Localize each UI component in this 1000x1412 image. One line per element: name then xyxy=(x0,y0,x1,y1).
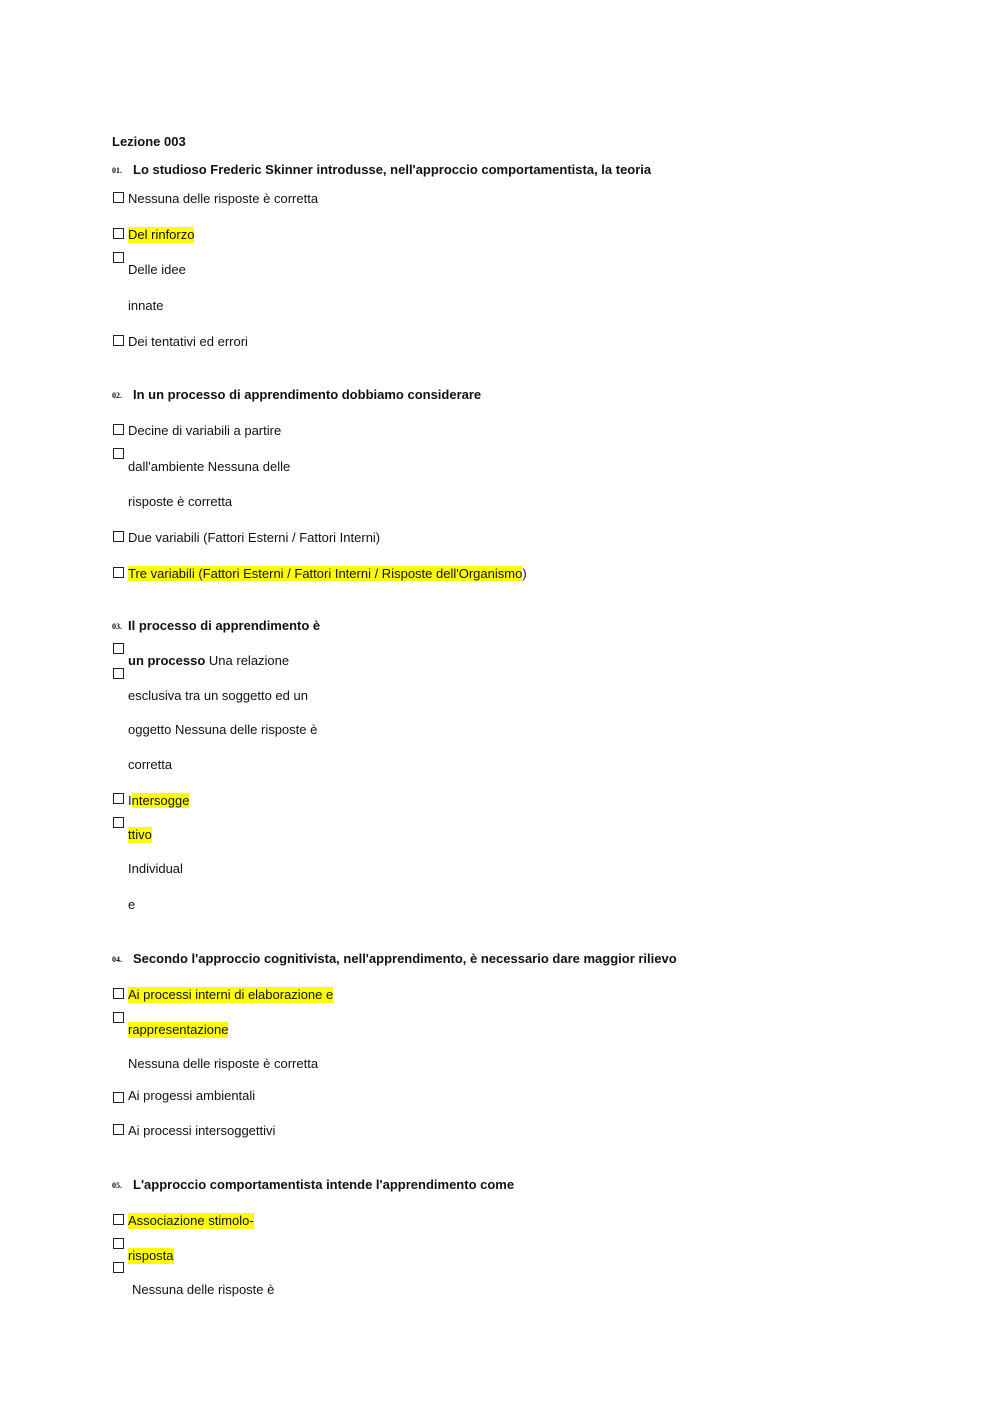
answer-checkbox[interactable] xyxy=(113,1214,124,1225)
answer-checkbox[interactable] xyxy=(113,1092,124,1103)
answer-text: Individual xyxy=(128,861,183,876)
answer-text xyxy=(128,566,527,582)
highlighted-answer-text: rappresentazione xyxy=(128,1022,229,1037)
question-text: In un processo di apprendimento dobbiamo considerare xyxy=(133,387,482,402)
question-number: 04. xyxy=(112,955,122,964)
highlighted-answer-text: Ai processi interni di elaborazione e xyxy=(128,987,334,1002)
answer-text: innate xyxy=(128,298,164,313)
answer-checkbox[interactable] xyxy=(113,817,124,828)
answer-checkbox[interactable] xyxy=(113,1238,124,1249)
answer-text: Ai progessi ambientali xyxy=(128,1088,256,1103)
question-number: 01. xyxy=(112,166,122,175)
answer-text: dall'ambiente Nessuna delle xyxy=(128,459,291,474)
answer-checkbox[interactable] xyxy=(113,1012,124,1023)
answer-text: oggetto Nessuna delle risposte è xyxy=(128,722,318,737)
answer-text: esclusiva tra un soggetto ed un xyxy=(128,688,308,703)
answer-text-bold: un processo xyxy=(128,653,206,668)
answer-checkbox[interactable] xyxy=(113,424,124,435)
answer-text xyxy=(128,793,189,809)
answer-text: Decine di variabili a partire xyxy=(128,423,282,438)
question-text: Il processo di apprendimento è xyxy=(128,618,321,633)
page-title: Lezione 003 xyxy=(112,134,186,149)
answer-text: corretta xyxy=(128,757,173,772)
highlighted-answer-text: Associazione stimolo- xyxy=(128,1213,254,1228)
answer-checkbox[interactable] xyxy=(113,643,124,654)
answer-checkbox[interactable] xyxy=(113,448,124,459)
answer-checkbox[interactable] xyxy=(113,1124,124,1135)
answer-checkbox[interactable] xyxy=(113,335,124,346)
answer-text: Dei tentativi ed errori xyxy=(128,334,248,349)
answer-text: Delle idee xyxy=(128,262,186,277)
answer-checkbox[interactable] xyxy=(113,567,124,578)
answer-text: Nessuna delle risposte è xyxy=(132,1282,275,1297)
question-number: 02. xyxy=(112,391,122,400)
answer-text-rest: Una relazione xyxy=(205,653,290,668)
answer-checkbox[interactable] xyxy=(113,793,124,804)
answer-checkbox[interactable] xyxy=(113,988,124,999)
answer-text: Ai processi intersoggettivi xyxy=(128,1123,276,1138)
answer-text-first-letter: I xyxy=(128,793,132,808)
answer-text: e xyxy=(128,897,136,912)
highlighted-answer-text: Tre variabili (Fattori Esterni / Fattori Interni / Risposte dell'Organismo xyxy=(128,566,523,581)
answer-text: risposte è corretta xyxy=(128,494,233,509)
highlighted-answer-text: ntersogge xyxy=(131,793,190,808)
answer-checkbox[interactable] xyxy=(113,252,124,263)
answer-checkbox[interactable] xyxy=(113,668,124,679)
question-text: L'approccio comportamentista intende l'apprendimento come xyxy=(133,1177,515,1192)
question-text: Secondo l'approccio cognitivista, nell'apprendimento, è necessario dare maggior rilievo xyxy=(133,951,677,966)
answer-checkbox[interactable] xyxy=(113,1262,124,1273)
answer-checkbox[interactable] xyxy=(113,228,124,239)
answer-text-tail: ) xyxy=(522,566,527,581)
highlighted-answer-text: Del rinforzo xyxy=(128,227,195,242)
answer-checkbox[interactable] xyxy=(113,531,124,542)
question-number: 05. xyxy=(112,1181,122,1190)
answer-text xyxy=(128,653,289,669)
highlighted-answer-text: risposta xyxy=(128,1248,174,1263)
answer-text: Nessuna delle risposte è corretta xyxy=(128,1056,319,1071)
answer-text: Due variabili (Fattori Esterni / Fattori Interni) xyxy=(128,530,381,545)
answer-text: Nessuna delle risposte è corretta xyxy=(128,191,319,206)
question-text: Lo studioso Frederic Skinner introdusse, nell'approccio comportamentista, la teoria xyxy=(133,162,652,177)
answer-checkbox[interactable] xyxy=(113,192,124,203)
question-number: 03. xyxy=(112,622,122,631)
highlighted-answer-text: ttivo xyxy=(128,827,152,842)
